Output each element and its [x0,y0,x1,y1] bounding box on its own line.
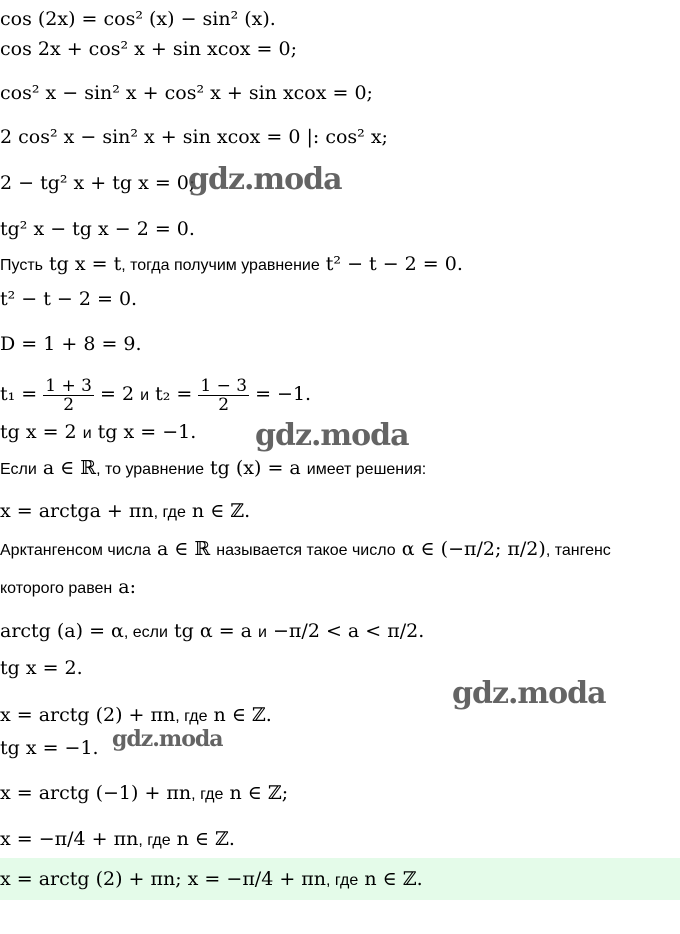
roots-line: t₁ = $\frac{1 + 3}{2}$ = 2 и t₂ = $\frac{1 - 3}{2}$ = −1. [0,375,312,415]
discriminant-line: D = 1 + 8 = 9. [0,333,142,355]
equation-line: tg² x − tg x − 2 = 0. [0,218,195,240]
equation-line: tg x = 2. [0,657,83,679]
watermark-logo: gdz.moda [255,418,409,453]
equation-line: x = arctga + πn, где n ∈ ℤ. [0,500,251,522]
equation-line: cos² x − sin² x + cos² x + sin xcox = 0; [0,82,373,104]
watermark-logo: gdz.moda [112,726,223,752]
definition-line: которого равен a: [0,576,137,598]
equation-line: tg x = 2 и tg x = −1. [0,421,197,443]
equation-line: cos 2x + cos² x + sin xcox = 0; [0,38,297,60]
equation-line: t² − t − 2 = 0. [0,288,138,310]
equation-line: 2 − tg² x + tg x = 0; [0,172,196,194]
watermark-logo: gdz.moda [188,162,342,197]
equation-line: x = arctg (2) + πn, где n ∈ ℤ. [0,704,272,726]
equation-line: cos (2x) = cos² (x) − sin² (x). [0,8,276,30]
watermark-logo: gdz.moda [452,676,606,711]
answer-line: x = arctg (2) + πn; x = −π/4 + πn, где n ∈ ℤ. [0,868,423,890]
definition-line: Арктангенсом числа a ∈ ℝ называется такое число α ∈ (−π/2; π/2), тангенс [0,538,611,560]
equation-line: 2 cos² x − sin² x + sin xcox = 0 |: cos² x; [0,126,388,148]
text-line: Если a ∈ ℝ, то уравнение tg (x) = a имеет решения: [0,457,427,479]
equation-line: x = −π/4 + πn, где n ∈ ℤ. [0,828,235,850]
fraction: $\frac{1 - 3}{2}$ [200,375,248,415]
fraction: $\frac{1 + 3}{2}$ [45,375,92,415]
equation-line: tg x = −1. [0,737,99,759]
equation-line: x = arctg (−1) + πn, где n ∈ ℤ; [0,782,289,804]
definition-line: arctg (a) = α, если tg α = a и −π/2 < a < π/2. [0,620,425,642]
substitution-line: Пусть tg x = t, тогда получим уравнение t² − t − 2 = 0. [0,253,463,275]
